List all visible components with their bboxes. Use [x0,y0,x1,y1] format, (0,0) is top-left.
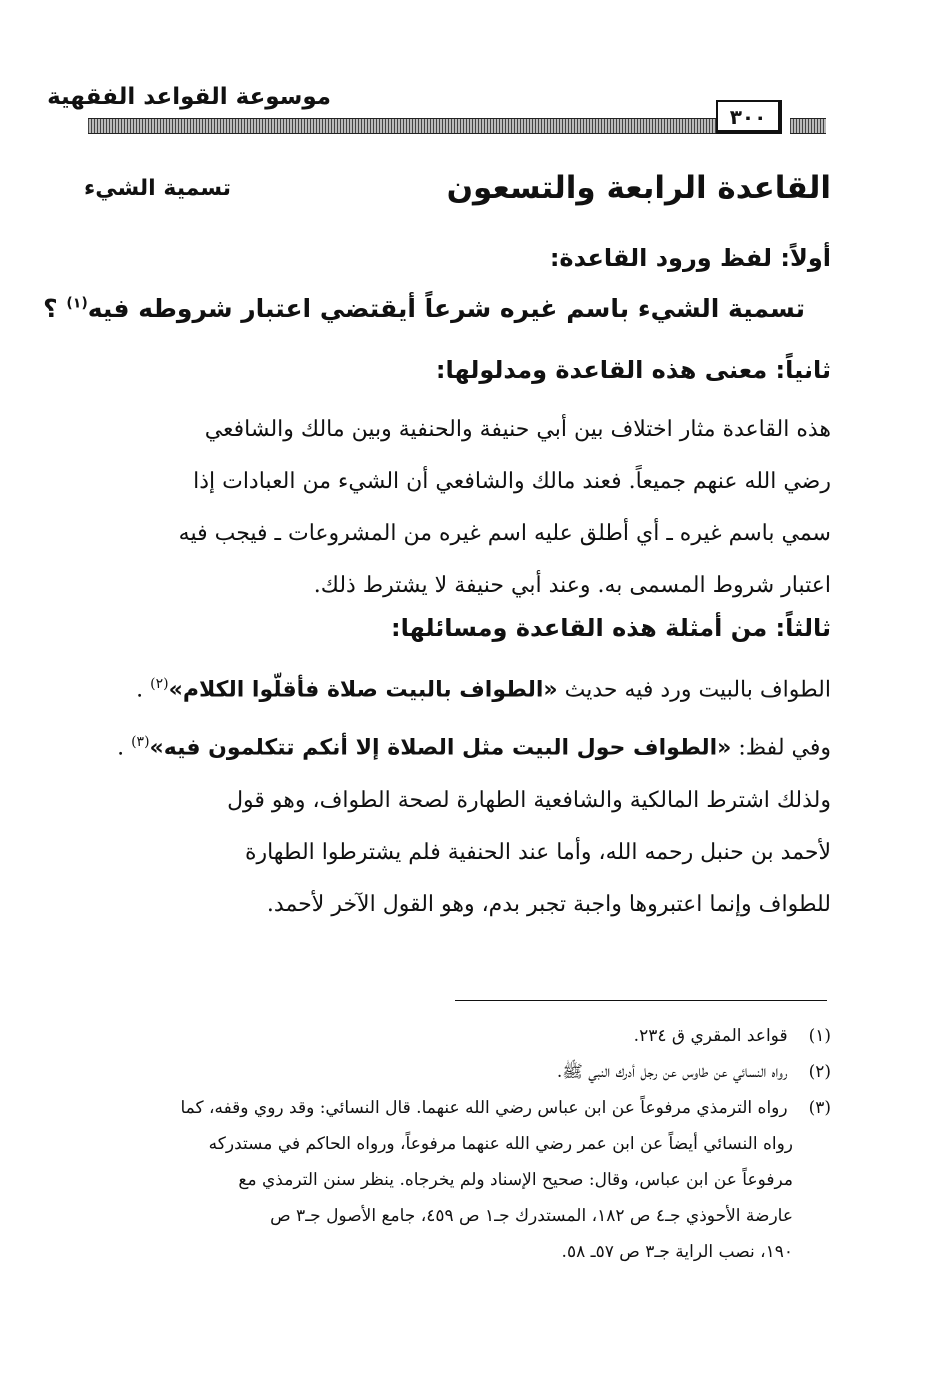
footnote-text: رواه الترمذي مرفوعاً عن ابن عباس رضي الله عنهما. قال النسائي: وقد روي وقفه، كما [180,1098,788,1118]
page-number: ٣٠٠ [716,100,782,134]
section-heading-wording: أولاً: لفظ ورود القاعدة: [549,244,831,272]
footnote-line [81,1054,831,1090]
paragraph-line [91,716,831,774]
footnote-text: رواه النسائي عن طاوس عن رجل أدرك النبي ﷺ. [556,1062,788,1082]
section-heading-meaning: ثانياً: معنى هذه القاعدة ومدلولها: [435,356,831,384]
footnote-line [81,1018,831,1054]
footnotes [81,1018,831,1270]
footnote-line: مرفوعاً عن ابن عباس، وقال: صحيح الإسناد ولم يخرجاه. ينظر سنن الترمذي مع [238,1170,793,1190]
footnote-2 [81,1054,831,1090]
rule-statement [43,294,805,323]
paragraph-line: اعتبار شروط المسمى به. وعند أبي حنيفة لا يشترط ذلك. [313,573,831,598]
footnote-line: عارضة الأحوذي جـ٤ ص ١٨٢، المستدرك جـ١ ص ٤٥٩، جامع الأصول جـ٣ ص [270,1206,793,1226]
footnote-text: قواعد المقري ق ٢٣٤. [633,1026,788,1046]
paragraph-line [91,658,831,716]
line-end: . [136,677,144,703]
header-rule-right [790,118,826,134]
footnote-3 [81,1090,831,1270]
header-rule-left [88,118,716,134]
rule-statement-text: تسمية الشيء باسم غيره شرعاً أيقتضي اعتبار شروطه فيه [87,294,805,323]
footnote-ref-3: (٣) [131,734,150,751]
paragraph-line: هذه القاعدة مثار اختلاف بين أبي حنيفة والحنفية وبين مالك والشافعي [204,417,831,442]
paragraph-line: لأحمد بن حنبل رحمه الله، وأما عند الحنفية فلم يشترطوا الطهارة [244,839,831,865]
footnote-line [81,1090,831,1126]
line-end: . [117,735,125,761]
hadith-quote: «الطواف بالبيت صلاة فأقلّوا الكلام» [168,677,558,703]
paragraph-line: ولذلك اشترط المالكية والشافعية الطهارة لصحة الطواف، وهو قول [227,787,831,813]
rule-statement-end: ؟ [43,294,58,323]
footnote-separator [455,1000,827,1001]
footnote-1 [81,1018,831,1054]
footnote-number: (٣) [808,1098,831,1118]
rule-side-title: تسمية الشيء [84,176,232,201]
paragraph-line: سمي باسم غيره ـ أي أطلق عليه اسم غيره من المشروعات ـ فيجب فيه [178,521,831,546]
paragraph-line: للطواف وإنما اعتبروها واجبة تجبر بدم، وهو القول الآخر لأحمد. [266,891,831,917]
paragraph-line: رضي الله عنهم جميعاً. فعند مالك والشافعي أن الشيء من العبادات إذا [193,469,831,494]
meaning-paragraph [91,404,831,612]
footnote-line: رواه النسائي أيضاً عن ابن عمر رضي الله عنهما مرفوعاً، ورواه الحاكم في مستدركه [208,1134,793,1154]
footnote-number: (١) [808,1026,831,1046]
rule-title: القاعدة الرابعة والتسعون [446,170,831,206]
footnote-line: ١٩٠، نصب الراية جـ٣ ص ٥٧ـ ٥٨. [561,1242,793,1262]
section-heading-examples: ثالثاً: من أمثلة هذه القاعدة ومسائلها: [390,614,831,642]
footnote-ref-2: (٢) [150,676,169,692]
hadith-intro: وفي لفظ: [738,735,831,761]
examples-paragraph [91,658,831,931]
hadith-quote: «الطواف حول البيت مثل الصلاة إلا أنكم تتكلمون فيه» [149,735,732,761]
footnote-ref-1: (١) [66,295,88,312]
hadith-intro: الطواف بالبيت ورد فيه حديث [564,677,831,703]
running-header-title: موسوعة القواعد الفقهية [47,84,331,110]
footnote-number: (٢) [808,1062,831,1082]
